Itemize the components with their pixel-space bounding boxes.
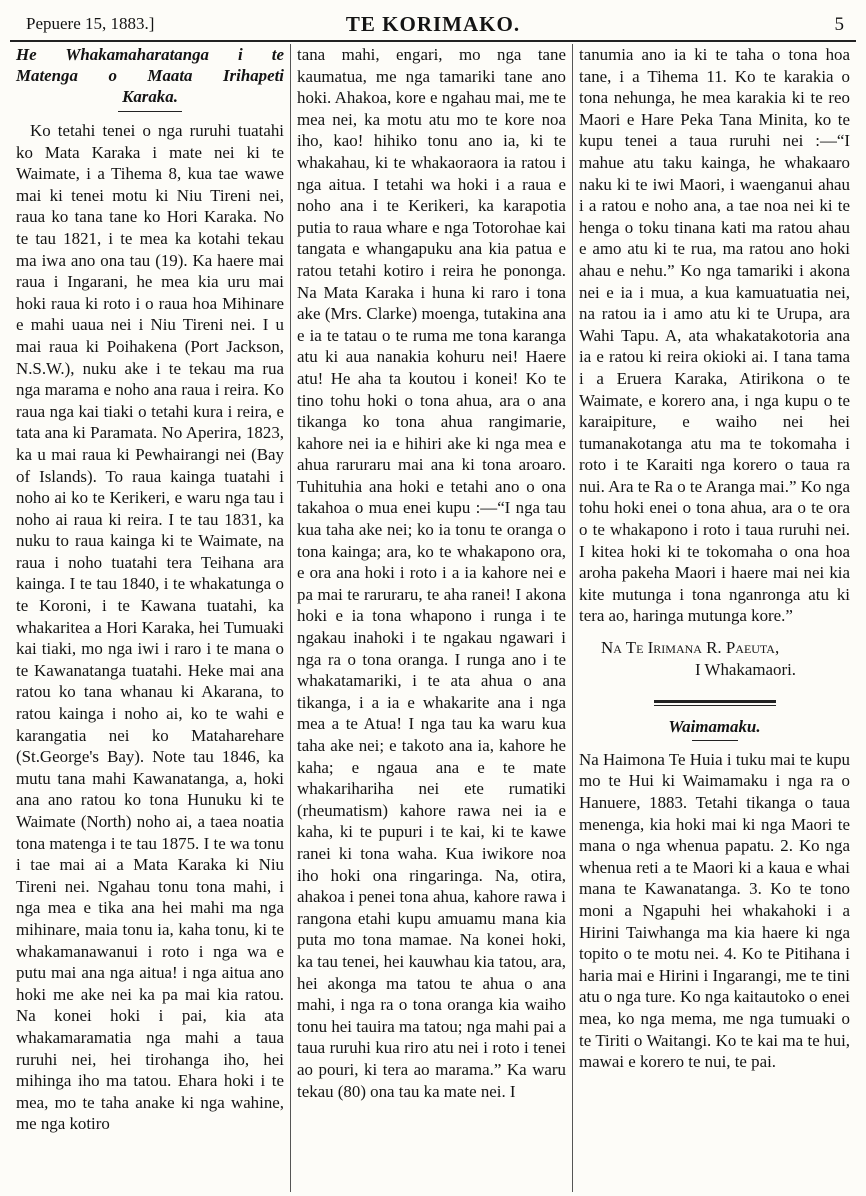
issue-date: Pepuere 15, 1883.] bbox=[26, 14, 155, 33]
column-2 bbox=[291, 44, 573, 1192]
article-title-line-3: Karaka. bbox=[122, 87, 178, 106]
article-2-title: Waimamaku. bbox=[668, 717, 761, 737]
masthead: TE KORIMAKO. bbox=[345, 12, 521, 36]
article-body-part-3: tanumia ano ia ki te taha o tona hoa tane, i a Tihema 11. Ko te karakia o tona nehunga, he mea karakia ki te reo Maori e Hare Peka Tana Minita, ko te kupu tenei a taua ruruhi nei :—“I mahue atu taku kainga, he whakaaro naku ki te iwi Maori, i waenganui ahau i a ratou e noho ana, a tae noa nei ki te henga o toku tinana kati ma ratou ahau e amo atu ki te rua, ma ratou ano hoki ahau e nehu.” Ko nga tamariki i akona nei e ia i mua, a kua kamuatuatia nei, na ratou ia i amo atu ki te Urupa, ara Wahi Tapu. A, ata whakatakotoria ana ia e ratou ki reira okioki ai. I tana tama i a Eruera Karaka, Atirikona o te Waimate, e korero ana, i nga kupu o te karaipiture, e waiho nei hei tumanakotanga atu ma te tokomaha i roto i te Karaiti nga korero o taua ra nui. Ara te Ra o te Aranga mai.” Ko nga tohu hoki enei o tona ahua, ara o te ora o te whakapono i roto i taua ruruhi nei. I kitea hoki ki te tokomaha o ona hoa aroha pakeha Maori i haere mai nei kia kite mutunga i tona nganronga atu ki tera ao, haringa mutunga kore.” bbox=[579, 45, 850, 626]
signature bbox=[579, 637, 850, 680]
signature-name: Na Te Irimana R. Paeuta, bbox=[601, 638, 780, 658]
title-divider bbox=[118, 111, 182, 112]
page-header bbox=[10, 6, 856, 42]
article-body-part-1: Ko tetahi tenei o nga ruruhi tuatahi ko Mata Karaka i mate nei ki te Waimate, i a Tihema 8, kua tae wawe mai ki tenei motu ki Niu Tireni nei, raua ko tana tane ko Hori Karaka. No te tau 1821, i te mea ka kotahi tekau ma iwa ano ona tau (19). Ka haere mai raua i Ingarani, he mea kia uru mai hoki raua ki roto i o raua hoa Mihinare e mahi uaua nei i Niu Tireni nei. I u mai raua ki Poihakena (Port Jackson, N.S.W.), nuku ake i te tekau ma rua nga marama e noho ana raua i reira. Ko raua nga kai tiaki o tetahi kura i reira, e tata ana ki Paramata. No Aperira, 1823, ka u mai raua ki Pewhairangi nei (Bay of Islands). To raua kainga tuatahi i noho ai ko te Kerikeri, e waru nga tau i noho ai raua ki reira. I te tau 1831, ka nuku to raua kainga ki te Waimate, na raua i noho tuatahi tera Teihana ara kainga. I te tau 1840, i te whakatunga o te Koroni, i te Kawana tuatahi, ka whakaritea a Hori Karaka, hei Tumuaki kai tiaki, mo nga iwi i raro i te mana o te Kawanatanga tuatahi. Heke mai ana ratou ko tana whanau ki Akarana, to ratou kainga i noho ai, ko te wahi e karangatia nei ko Mataharehare (St.George's Bay). Note tau 1846, ka mutu tana mahi Kawanatanga, a, hoki ana ano ratou ko tona Hunuku ki te Waimate (North) noho ai, a taea noatia tona matenga i te tau 1875. I te wa tonu i tae mai ai a Mata Karaka ki Niu Tireni nei. Ngahau tonu tona mahi, i nga mea e tika ana hei mahi ma nga mihinare, maia tonu ia, kaha tonu, ki te whakamanawanui i roto i nga wa e putu mai ana nga aitua! i nga aitua ano hoki me ake nei ka pa mai kia ratou. Na konei hoki i pai, kia ata whakamaramatia nga mahi a taua ruruhi nei, hei tirohanga iho, hei mihinga iho ma tatou. Ehara hoki i te mea, mo te taha anake ki nga wahine, me nga kotiro bbox=[16, 121, 284, 1134]
article-title-line-2: Matenga o Maata Irihapeti bbox=[16, 66, 284, 85]
article-title bbox=[16, 44, 284, 107]
column-1 bbox=[10, 44, 291, 1192]
page-number: 5 bbox=[834, 14, 844, 35]
column-3 bbox=[573, 44, 856, 1192]
signature-role: I Whakamaori. bbox=[695, 659, 796, 679]
article-2-body: Na Haimona Te Huia i tuku mai te kupu mo te Hui ki Waimamaku i nga ra o Hanuere, 1883. Tetahi tikanga o taua menenga, kia hoki mai ki nga Maori te mana o nga whenua papatu. 2. Ko nga whenua reti a te Maori ki a kaua e whai mana te Kawanatanga. 3. Ko te tono moni a Ngapuhi hei whakahoki i a Hirini Taiwhanga ma kia haere ki nga topito o te motu nei. 4. Ko te Pitihana i haria mai e Hirini i Ingarangi, me te tini atu o nga ture. Ko nga kaitautoko o enei mea, ko nga mema, me nga tumuaki o te Tiriti o Waitangi. Ko te kai ma te hui, mawai e korero te nui, te pai. bbox=[579, 749, 850, 1072]
columns bbox=[10, 44, 856, 1192]
article-title-line-1: He Whakamaharatanga i te bbox=[16, 45, 284, 64]
article-2-title-divider bbox=[692, 740, 738, 741]
section-divider bbox=[654, 700, 776, 706]
article-body-part-2: tana mahi, engari, mo nga tane kaumatua, me nga tamariki tane ano hoki. Ahakoa, kore e ngahau mai, me te mea nei, ka motu atu mo te kore noa iho, kao! hihiko tonu ano ia, ki te whakahau, ki te whakaoraora ia ratou i nga aitua. I tetahi wa hoki i a raua e noho ana i te Kerikeri, ka karapotia putia to raua whare e nga Totorohae kai tangata e whangapuku ana kia patua e ratou tetahi kotiro i reira he pononga. Na Mata Karaka i huna ki raro i tona ake (Mrs. Clarke) moenga, tutakina ana e ia te tatau o te ruma me tona karanga atu ki aua nanakia kohuru nei! Haere atu! He aha ta koutou i konei! Ko te tino tohu hoki o tona ahua, ara o ana tikanga ko tona ahua rangimarie, kahore nei ia e hihiri ake ki nga mea e ahua raruraru mai ana ki tona aroaro. Tuhituhia ana hoki e tetahi ano o ona takahoa o mua enei kupu :—“I nga tau kua taha ake nei; ko ia tonu te oranga o tona kainga; ara, ko te whakapono ora, e ora ana hoki i roto i a ia kahore nei e pa mai te raruraru, te aha ranei! I akona hoki e ia tona whapono i runga i te ngakau inahoki i te ngakau ngawari i nga ra o tona oranga. I runga ano i te whakatamariki, i te ata ahua o ana tikanga, i a ia e whakarite ana i nga mea a te Atua! I nga tau ka waru kua taha ake nei; e takoto ana ia, kahore he kaha; e ngaua ana e te mate whakarihariha nei ete rumatiki (rheumatism) kahore rawa nei ia e kaha, ki te pupuri i te kai, ki te kawe ranei ki tona waha. Kua iwikore noa iho hoki ona ringaringa. Na, otira, ahakoa i penei tona ahua, kahore rawa i rangona etahi kupu amuamu mana kia puta mo tona mamae. Na konei hoki, ka tau tenei, hei kauwhau kia tatou, ara, hei akonga ma tatou te ahua o ana mahi, i nga ra o tona oranga kia waiho tonu hei tauira ma tatou; nga mahi pai a taua ruruhi kua riro atu nei i roto i tenei ao pouri, ki tera ao marama.” Ka waru tekau (80) ona tau ka mate nei. I bbox=[297, 45, 566, 1101]
